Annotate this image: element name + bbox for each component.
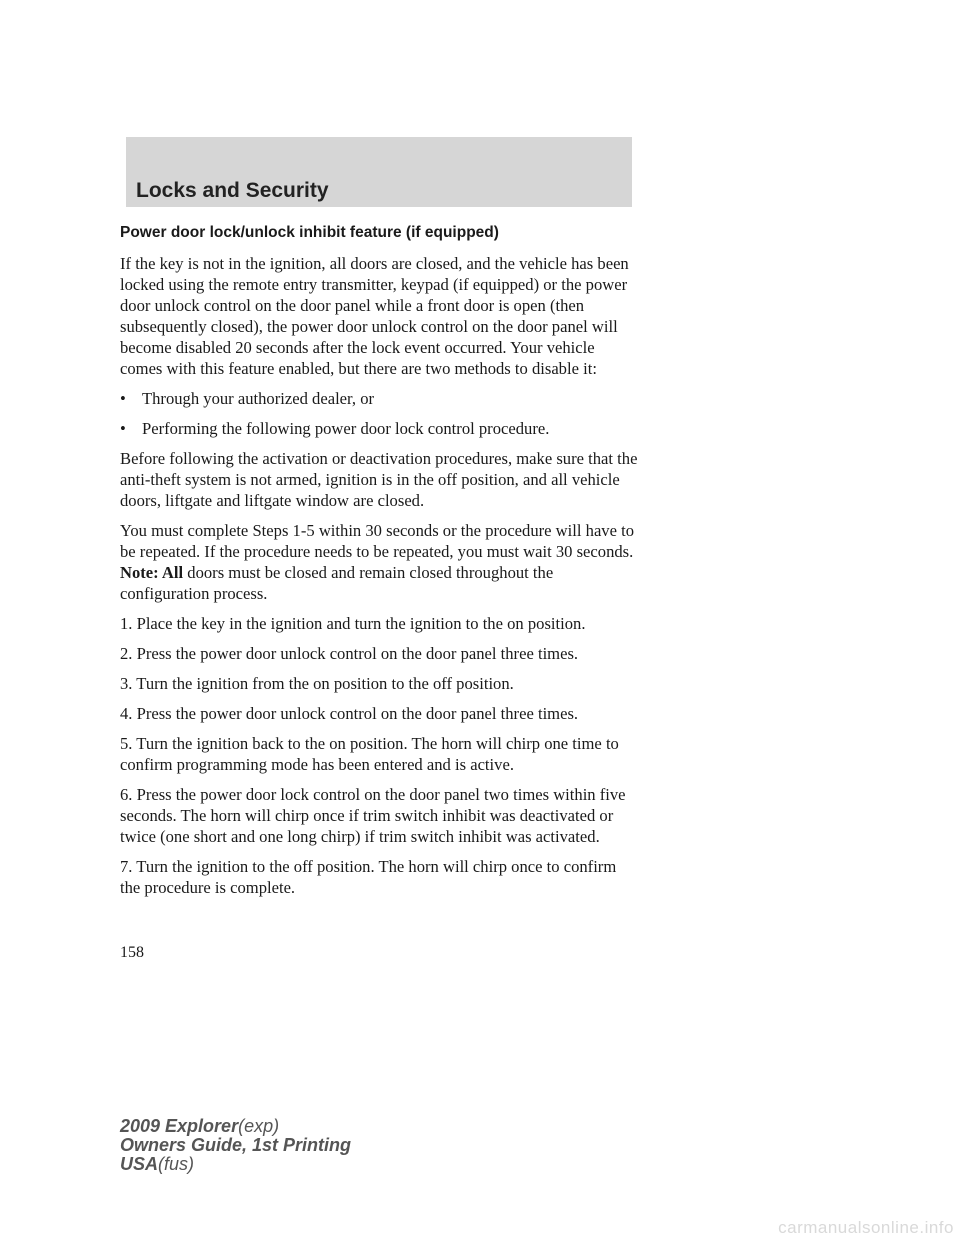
- watermark: carmanualsonline.info: [778, 1218, 954, 1237]
- bullet-item: [120, 418, 640, 439]
- step-2: 2. Press the power door unlock control on the door panel three times.: [120, 644, 579, 663]
- page-content: [120, 222, 640, 907]
- step-5: 5. Turn the ignition back to the on position. The horn will chirp one time to confirm programming mode has been entered and is active.: [120, 734, 619, 774]
- footer-model: 2009 Explorer: [120, 1116, 239, 1136]
- footer-model-code: (exp): [238, 1116, 280, 1136]
- timing-paragraph: [120, 520, 640, 604]
- bullet-item: [120, 388, 640, 409]
- timing-text-start: You must complete Steps 1-5 within 30 seconds or the procedure will have to be repeated. If the procedure needs to be repeated, you must wait 30 seconds.: [120, 521, 635, 561]
- bullet-dot-icon: •: [120, 419, 126, 438]
- step-1: 1. Place the key in the ignition and turn the ignition to the on position.: [120, 614, 586, 633]
- section-header-band: [126, 137, 632, 207]
- page-number: 158: [120, 944, 144, 961]
- section-title: Locks and Security: [136, 179, 329, 202]
- bullet-text: Performing the following power door lock control procedure.: [142, 419, 550, 438]
- intro-paragraph: If the key is not in the ignition, all doors are closed, and the vehicle has been locked using the remote entry transmitter, keypad (if equipped) or the power door unlock control on the door panel while a front door is open (then subsequently closed), the power door unlock control on the door panel will become disabled 20 seconds after the lock event occurred. Your vehicle comes with this feature enabled, but there are two methods to disable it:: [120, 254, 629, 378]
- footer-line-model: [120, 1117, 351, 1136]
- timing-note-label: Note: All: [120, 563, 184, 582]
- step-3: 3. Turn the ignition from the on position to the off position.: [120, 674, 514, 693]
- step-7: 7. Turn the ignition to the off position. The horn will chirp once to confirm the procedure is complete.: [120, 857, 617, 897]
- bullet-dot-icon: •: [120, 389, 126, 408]
- footer-market: USA: [120, 1154, 159, 1174]
- footer-line-market: [120, 1155, 351, 1174]
- before-paragraph: Before following the activation or deactivation procedures, make sure that the anti-theft system is not armed, ignition is in the off position, and all vehicle doors, liftgate and liftgate window are closed.: [120, 449, 638, 510]
- footer-printing: Owners Guide, 1st Printing: [120, 1135, 352, 1155]
- footer-market-code: (fus): [158, 1154, 195, 1174]
- bullet-text: Through your authorized dealer, or: [142, 389, 375, 408]
- timing-text-end: doors must be closed and remain closed throughout the configuration process.: [120, 563, 554, 603]
- step-4: 4. Press the power door unlock control on the door panel three times.: [120, 704, 579, 723]
- feature-heading: Power door lock/unlock inhibit feature (if equipped): [120, 224, 499, 241]
- print-footer: [120, 1117, 351, 1174]
- step-6: 6. Press the power door lock control on the door panel two times within five seconds. The horn will chirp once if trim switch inhibit was deactivated or twice (one short and one long chirp) if trim switch inhibit was activated.: [120, 785, 626, 846]
